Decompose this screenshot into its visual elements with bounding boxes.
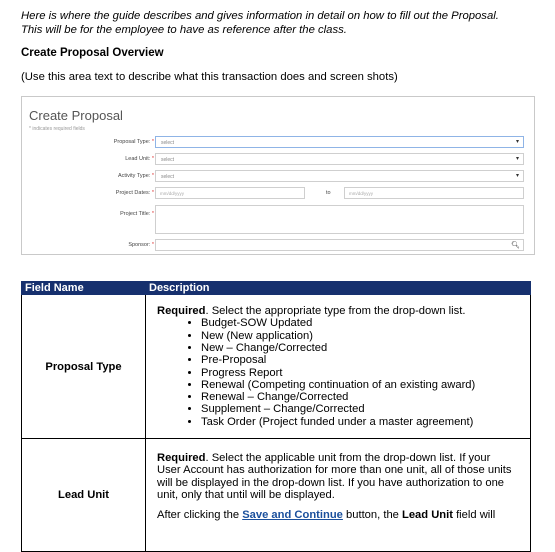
lead-unit-label: Lead Unit: * (125, 156, 154, 162)
intro-text (21, 9, 541, 37)
overview-note: (Use this area text to describe what this transaction does and screen shots) (21, 71, 398, 83)
table-header-row (22, 282, 531, 295)
field-name-cell: Lead Unit (22, 439, 146, 552)
project-title-input[interactable] (155, 205, 524, 234)
field-table (21, 281, 531, 552)
sponsor-row (22, 239, 534, 253)
proposal-type-select[interactable]: select ▾ (155, 136, 524, 148)
description-text: After clicking the Save and Continue button, the Lead Unit field will (157, 509, 496, 522)
description-text: unit, only that until will be displayed. (157, 488, 335, 501)
list-item: • Progress Report (201, 367, 529, 379)
required-text: Required (157, 452, 206, 464)
intro-line: Here is where the guide describes and gives information in detail on how to fill out the Proposal. (21, 10, 499, 22)
save-and-continue-link[interactable]: Save and Continue (242, 509, 343, 522)
chevron-down-icon: ▾ (515, 156, 519, 162)
intro-line: This will be for the employee to have as reference after the class. (21, 24, 347, 36)
search-icon[interactable]: 🔍︎ (511, 242, 520, 249)
description-text: . Select the appropriate type from the drop-down list. (205, 305, 466, 318)
list-item: • Pre-Proposal (201, 354, 529, 366)
sponsor-label: Sponsor: * (128, 242, 154, 248)
required-note: * indicates required fields (29, 126, 85, 132)
overview-heading: Create Proposal Overview (21, 47, 164, 59)
table-row (22, 439, 531, 552)
list-item: • New – Change/Corrected (201, 342, 529, 354)
description-cell (146, 295, 531, 439)
column-header-description: Description (146, 282, 531, 295)
description-text: User Account has authorization for more than one unit, all of those units (157, 464, 512, 477)
activity-type-select[interactable]: select ▾ (155, 170, 524, 182)
column-header-field-name: Field Name (22, 282, 146, 295)
list-item: • Budget-SOW Updated (201, 317, 529, 329)
proposal-type-row (22, 136, 534, 150)
chevron-down-icon: ▾ (515, 139, 519, 145)
required-text: Required (157, 305, 206, 318)
chevron-down-icon: ▾ (515, 173, 519, 179)
list-item: • Renewal – Change/Corrected (201, 391, 529, 403)
project-dates-label: Project Dates: * (115, 190, 154, 196)
sponsor-input[interactable] (155, 239, 524, 251)
create-proposal-screenshot (21, 96, 535, 255)
activity-type-label: Activity Type: * (118, 173, 154, 179)
end-date-input[interactable]: mm/dd/yyyy (344, 187, 524, 199)
lead-unit-select[interactable]: select ▾ (155, 153, 524, 165)
form-title: Create Proposal (29, 108, 123, 123)
list-item: • New (New application) (201, 330, 529, 342)
project-title-label: Project Title: * (120, 211, 154, 217)
list-item: • Supplement – Change/Corrected (201, 403, 529, 415)
field-name-cell: Proposal Type (22, 295, 146, 439)
description-text: will be displayed in the drop-down list. If you have authorization to one (157, 476, 505, 489)
description-cell (146, 439, 531, 552)
to-label: to (326, 190, 331, 196)
type-list (157, 317, 529, 428)
description-text: . Select the applicable unit from the drop-down list. If your (205, 452, 491, 464)
project-dates-row (22, 187, 534, 201)
start-date-input[interactable]: mm/dd/yyyy (155, 187, 305, 199)
project-title-row (22, 208, 534, 222)
list-item: • Task Order (Project funded under a master agreement) (201, 416, 529, 428)
lead-unit-row (22, 153, 534, 167)
table-row (22, 295, 531, 439)
proposal-type-label: Proposal Type: * (113, 139, 154, 145)
activity-type-row (22, 170, 534, 184)
list-item: • Renewal (Competing continuation of an existing award) (201, 379, 529, 391)
